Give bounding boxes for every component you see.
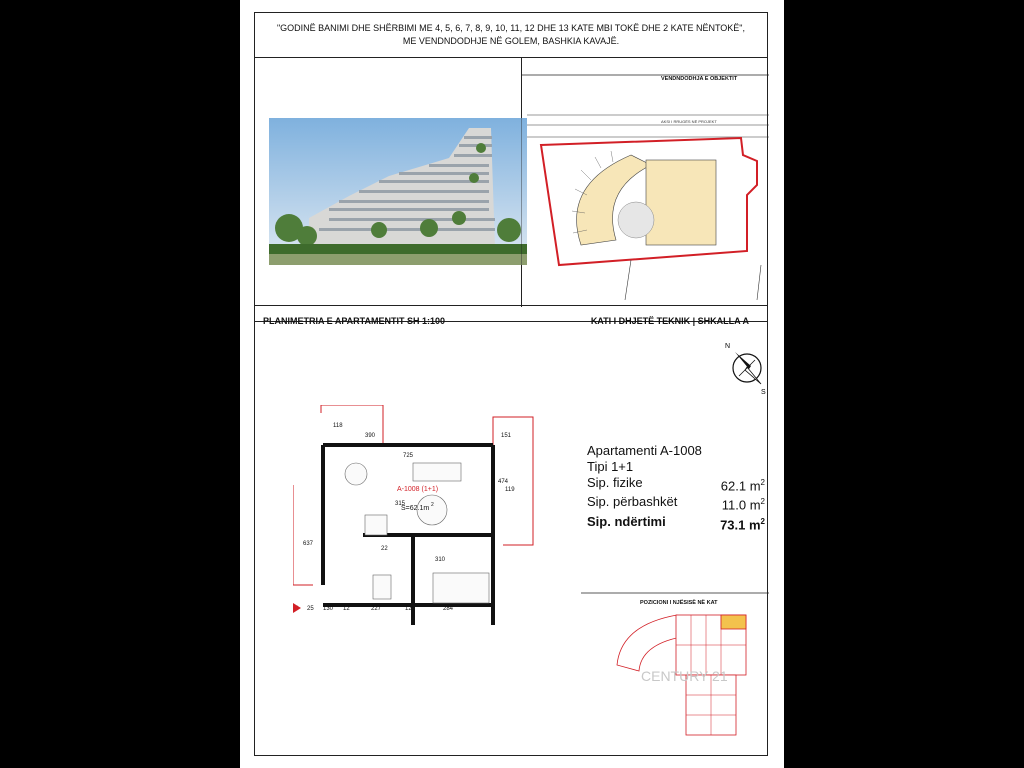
area-row bbox=[587, 514, 765, 533]
title-line-2: ME VENDNDODHJE NË GOLEM, BASHKIA KAVAJË. bbox=[402, 36, 620, 46]
apartment-type: Tipi 1+1 bbox=[587, 459, 634, 474]
title-line-1: "GODINË BANIMI DHE SHËRBIMI ME 4, 5, 6, 7, 8, 9, 10, 11, 12 DHE 13 KATE MBI TOKË DHE 2 KATE NËNTOKË", bbox=[276, 23, 746, 33]
dimension-label: 22 bbox=[381, 546, 388, 552]
area-sup: 2 bbox=[431, 502, 434, 508]
dimension-label: 118 bbox=[333, 423, 343, 429]
compass-s: S bbox=[761, 389, 766, 396]
area-row-value: 73.1 $m^2$ bbox=[720, 516, 765, 532]
area-label: S=62.1m bbox=[401, 505, 430, 512]
dimension-label: 119 bbox=[505, 487, 515, 493]
dimension-label: 12 bbox=[405, 606, 412, 612]
sheet-frame bbox=[254, 12, 768, 756]
dimension-label: 284 bbox=[443, 606, 454, 612]
dimension-label: 130 bbox=[323, 606, 334, 612]
area-row-label: Sip. fizike bbox=[587, 475, 643, 490]
divider-2 bbox=[255, 305, 767, 306]
road-label: AKSI I RRUGËS NË PROJEKT bbox=[661, 119, 717, 124]
area-row-label: Sip. përbashkët bbox=[587, 494, 678, 510]
area-row-label: Sip. ndërtimi bbox=[587, 513, 666, 529]
plan-label: PLANIMETRIA E APARTAMENTIT SH 1:100 bbox=[263, 316, 446, 326]
compass-icon bbox=[725, 338, 775, 398]
dimension-label: 25 bbox=[307, 606, 314, 612]
dimension-label: 310 bbox=[435, 557, 446, 563]
location-title: VENDNDODHJA E OBJEKTIT bbox=[661, 76, 738, 82]
dimension-label: 227 bbox=[371, 606, 382, 612]
apartment-plan bbox=[293, 405, 563, 635]
dimension-label: 12 bbox=[343, 606, 350, 612]
floor-plan-sheet bbox=[240, 0, 784, 768]
divider-1 bbox=[255, 57, 767, 58]
position-title: POZICIONI I NJËSISË NË KAT bbox=[640, 600, 718, 606]
compass-n: N bbox=[725, 343, 731, 350]
project-title bbox=[265, 22, 757, 48]
dimension-label: 725 bbox=[403, 453, 414, 459]
dimension-label: 390 bbox=[365, 433, 376, 439]
apartment-name: Apartamenti A-1008 bbox=[587, 443, 702, 458]
area-row-value: 62.1 $m^2$ bbox=[720, 478, 765, 494]
building-rendering bbox=[269, 118, 527, 265]
watermark: CENTURY 21 bbox=[641, 668, 728, 684]
apartment-info bbox=[587, 443, 765, 533]
area-row bbox=[587, 494, 765, 513]
unit-highlight bbox=[721, 615, 746, 629]
dimension-label: 151 bbox=[501, 433, 512, 439]
dimension-label: 637 bbox=[303, 541, 314, 547]
dimension-label: 315 bbox=[395, 501, 406, 507]
area-row-value: 11.0 $m^2$ bbox=[721, 497, 765, 513]
site-plan bbox=[521, 65, 769, 305]
position-plan bbox=[581, 585, 769, 757]
dimension-label: 474 bbox=[498, 479, 509, 485]
area-row bbox=[587, 475, 765, 494]
floor-label: KATI I DHJETË TEKNIK | SHKALLA A bbox=[590, 316, 749, 326]
unit-label: A-1008 (1+1) bbox=[397, 486, 439, 493]
